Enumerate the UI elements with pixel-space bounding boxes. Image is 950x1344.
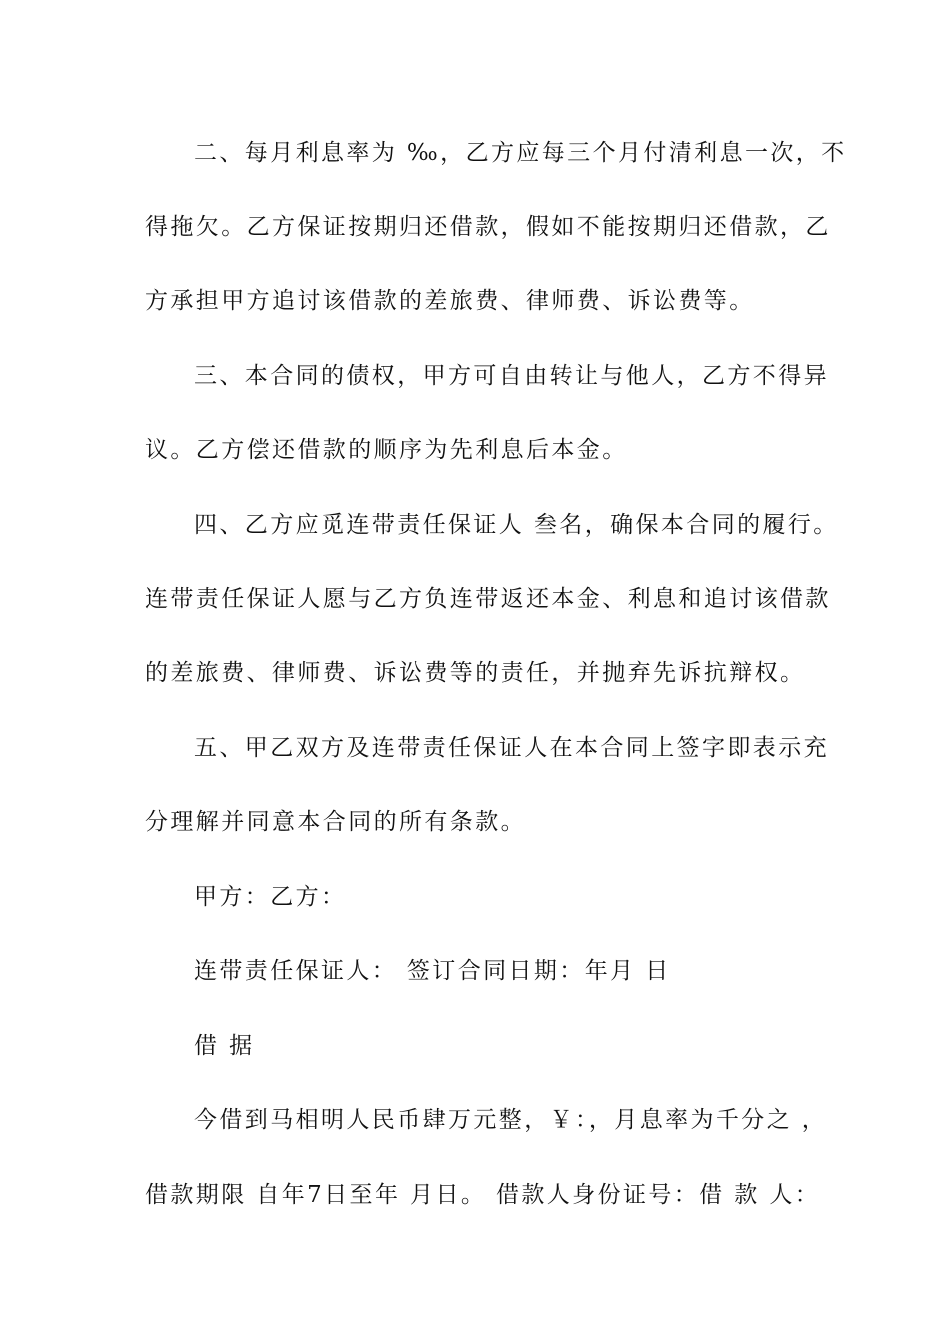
clause-3-line-1: 三、本合同的债权，甲方可自由转让与他人，乙方不得异	[194, 363, 829, 389]
clause-2-line-3: 方承担甲方追讨该借款的差旅费、律师费、诉讼费等。	[145, 288, 755, 314]
clause-4-line-3: 的差旅费、律师费、诉讼费等的责任，并抛弃先诉抗辩权。	[145, 660, 806, 686]
clause-4-line-2: 连带责任保证人愿与乙方负连带返还本金、利息和追讨该借款	[145, 586, 831, 612]
clause-5-line-1: 五、甲乙双方及连带责任保证人在本合同上签字即表示充	[194, 735, 829, 761]
clause-4-line-1: 四、乙方应觅连带责任保证人 叁名，确保本合同的履行。	[194, 512, 839, 538]
guarantor-date-line: 连带责任保证人： 签订合同日期：年月 日	[194, 958, 671, 984]
iou-line-2: 借款期限 自年7日至年 月日。 借款人身份证号：借 款 人：	[145, 1182, 821, 1208]
iou-title: 借 据	[194, 1033, 255, 1059]
clause-3-line-2: 议。乙方偿还借款的顺序为先利息后本金。	[145, 437, 628, 463]
iou-line-1: 今借到马相明人民币肆万元整，￥：，月息率为千分之 ，	[194, 1107, 828, 1133]
clause-5-line-2: 分理解并同意本合同的所有条款。	[145, 809, 526, 835]
party-signature-line: 甲方：乙方：	[194, 884, 347, 910]
clause-2-line-2: 得拖欠。乙方保证按期归还借款，假如不能按期归还借款，乙	[145, 214, 831, 240]
clause-2-line-1: 二、每月利息率为 ‰，乙方应每三个月付清利息一次，不	[194, 140, 847, 166]
